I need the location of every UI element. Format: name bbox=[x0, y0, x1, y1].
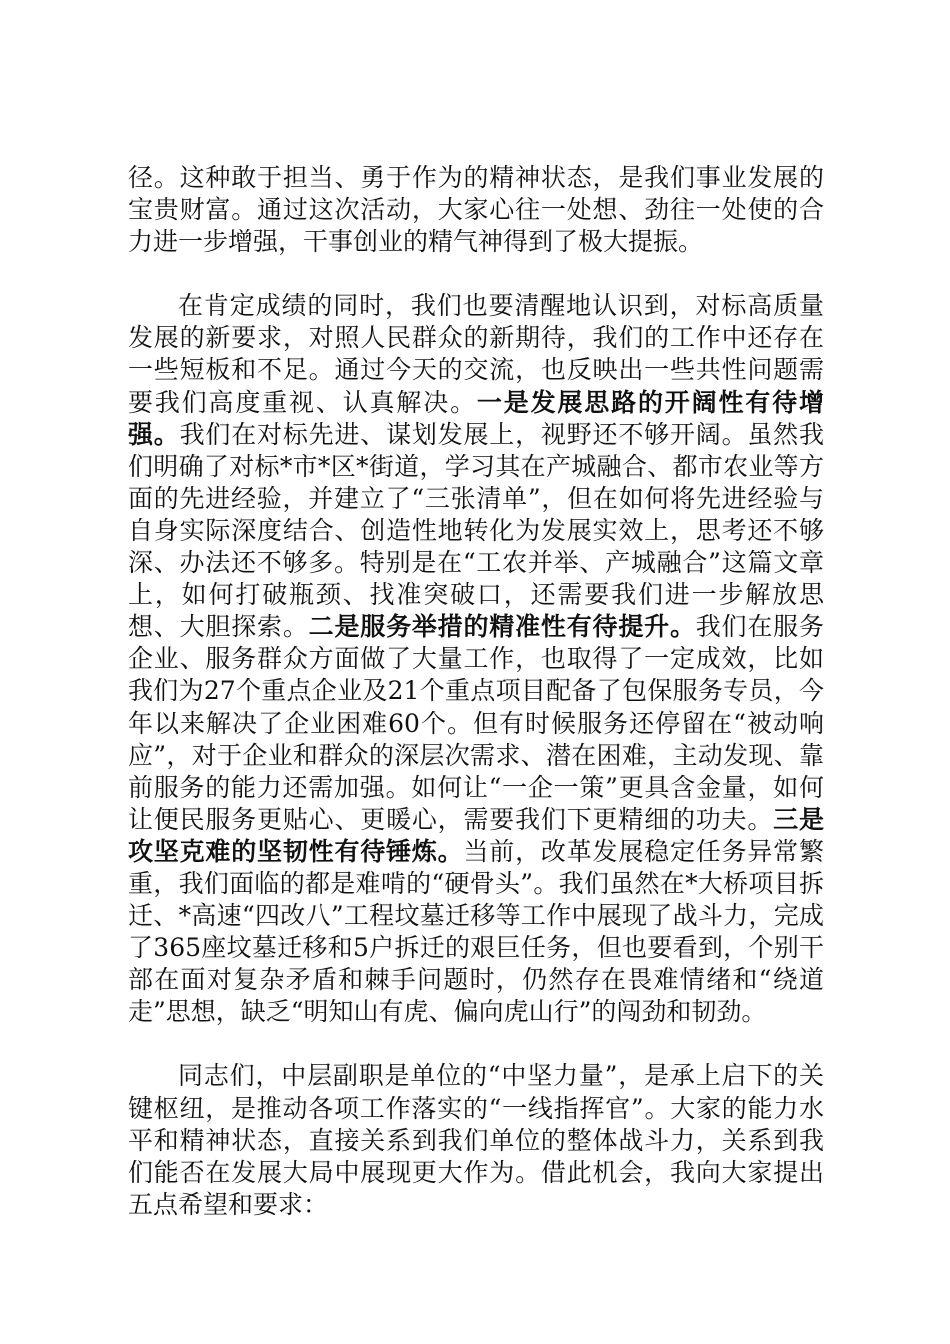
paragraph-1 bbox=[128, 162, 824, 258]
paragraph-2-point-3-body: 当前，改革发展稳定任务异常繁重，我们面临的都是难啃的“硬骨头”。我们虽然在*大桥项目拆迁、*高速“四改八”工程坟墓迁移等工作中展现了战斗力，完成了365座坟墓迁移和5户拆迁的艰巨任务，但也要看到，个别干部在面对复杂矛盾和棘手问题时，仍然存在畏难情绪和“绕道走”思想，缺乏“明知山有虎、偏向虎山行”的闯劲和韧劲。 bbox=[128, 836, 824, 1027]
paragraph-2-point-2-body: 我们在服务企业、服务群众方面做了大量工作，也取得了一定成效，比如我们为27个重点企业及21个重点项目配备了包保服务专员，今年以来解决了企业困难60个。但有时候服务还停留在“被动响应”，对于企业和群众的深层次需求、潜在困难，主动发现、靠前服务的能力还需加强。如何让“一企一策”更具含金量，如何让便民服务更贴心、更暖心，需要我们下更精细的功夫。 bbox=[128, 612, 824, 834]
heading-point-3: 三是攻坚克难的坚韧性有待锤炼。 bbox=[128, 804, 824, 866]
heading-point-1: 一是发展思路的开阔性有待增强。 bbox=[128, 387, 824, 449]
document-page bbox=[128, 162, 824, 1221]
paragraph-3-text: 同志们，中层副职是单位的“中坚力量”，是承上启下的关键枢纽，是推动各项工作落实的“一线指挥官”。大家的能力水平和精神状态，直接关系到我们单位的整体战斗力，关系到我们能否在发展大局中展现更大作为。借此机会，我向大家提出五点希望和要求： bbox=[128, 1061, 824, 1219]
paragraph-spacer bbox=[128, 258, 824, 290]
heading-point-2: 二是服务举措的精准性有待提升。 bbox=[308, 612, 696, 642]
paragraph-spacer bbox=[128, 1028, 824, 1060]
paragraph-2-intro: 在肯定成绩的同时，我们也要清醒地认识到，对标高质量发展的新要求，对照人民群众的新期待，我们的工作中还存在一些短板和不足。通过今天的交流，也反映出一些共性问题需要我们高度重视、认真解决。 bbox=[128, 291, 824, 417]
paragraph-2 bbox=[128, 290, 824, 1028]
paragraph-3 bbox=[128, 1060, 824, 1220]
paragraph-1-text: 径。这种敢于担当、勇于作为的精神状态，是我们事业发展的宝贵财富。通过这次活动，大家心往一处想、劲往一处使的合力进一步增强，干事创业的精气神得到了极大提振。 bbox=[128, 163, 824, 257]
paragraph-2-point-1-body: 我们在对标先进、谋划发展上，视野还不够开阔。虽然我们明确了对标*市*区*街道，学习其在产城融合、都市农业等方面的先进经验，并建立了“三张清单”，但在如何将先进经验与自身实际深度结合、创造性地转化为发展实效上，思考还不够深、办法还不够多。特别是在“工农并举、产城融合”这篇文章上，如何打破瓶颈、找准突破口，还需要我们进一步解放思想、大胆探索。 bbox=[128, 419, 824, 642]
